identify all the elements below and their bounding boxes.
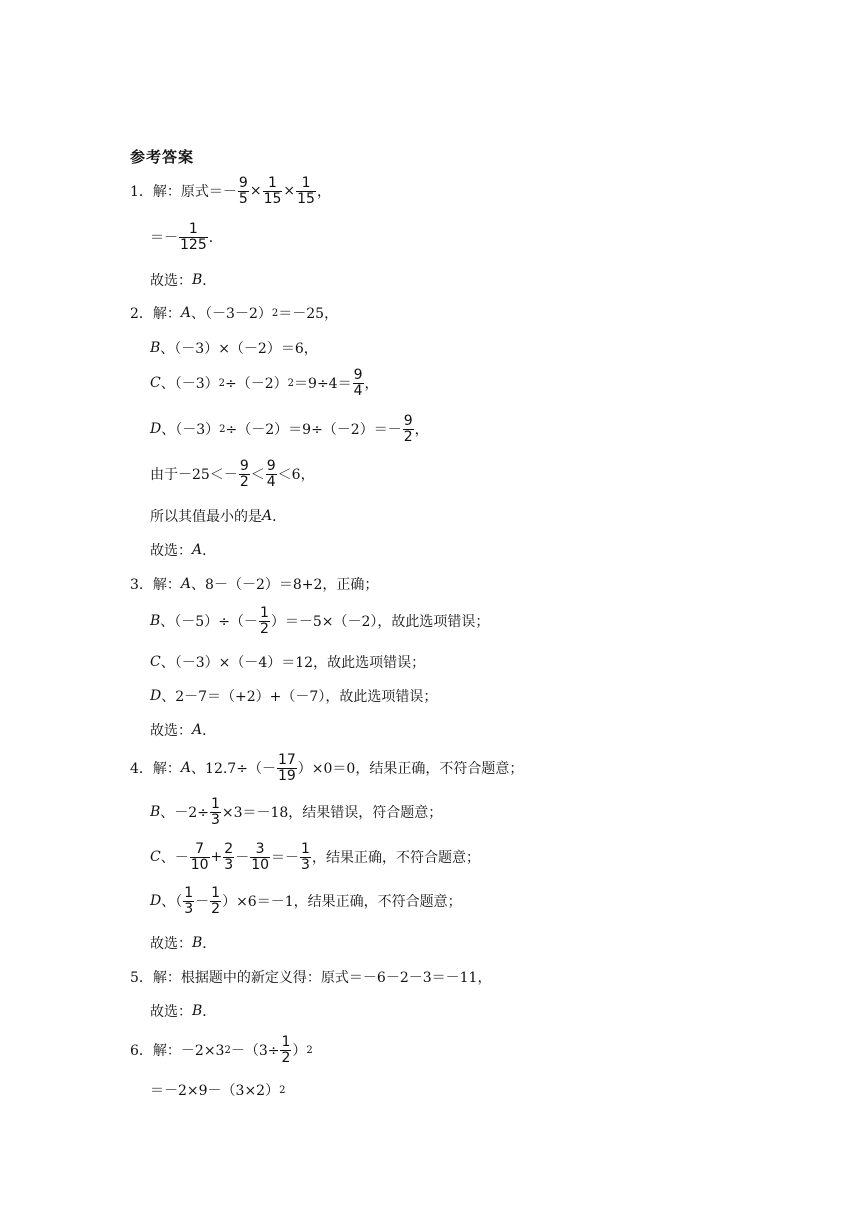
q4-line-3: C 、－ $\frac{7}{10}$ + $\frac{2}{3}$ － $\frac{3}{10}$ ＝－ $\frac{1}{3}$ ，结果正确，不符合题意； bbox=[150, 840, 480, 873]
fraction: $\frac{7}{10}$ bbox=[190, 840, 209, 873]
fraction: $\frac{3}{10}$ bbox=[251, 840, 270, 873]
fraction: $\frac{9}{2}$ bbox=[239, 457, 249, 490]
fraction: $\frac{1}{2}$ bbox=[211, 884, 221, 917]
q3-line-3: C 、（－3）×（－4）＝12，故此选项错误； bbox=[150, 654, 426, 671]
fraction: $\frac{1}{15}$ bbox=[297, 174, 315, 207]
q5-choice: 故选： B ． bbox=[150, 1003, 217, 1020]
q2-line-2: B 、（－3）×（－2）＝6， bbox=[150, 340, 318, 357]
fraction: $\frac{9}{4}$ bbox=[353, 366, 363, 399]
q6-line-2: ＝－2×9－（3×2） 2 bbox=[150, 1083, 286, 1099]
fraction: $\frac{1}{125}$ bbox=[180, 220, 207, 253]
answers-heading: 参考答案 bbox=[130, 148, 195, 166]
q4-line-1: 4．解： A 、12.7÷（－ $\frac{17}{19}$ ）×0＝0，结果正确，不符合题意； bbox=[130, 751, 524, 784]
q2-line-1: 2．解： A 、（－3－2） 2 ＝－25， bbox=[130, 305, 339, 322]
fraction: $\frac{1}{3}$ bbox=[184, 884, 194, 917]
q3-choice: 故选： A ． bbox=[150, 722, 217, 739]
fraction: $\frac{1}{2}$ bbox=[259, 604, 269, 637]
q4-choice: 故选： B ． bbox=[150, 935, 217, 952]
q2-line-3: C 、（－3） 2 ÷（－2） 2 ＝9÷4＝ $\frac{9}{4}$ ， bbox=[150, 366, 379, 399]
q5-line-1: 5．解：根据题中的新定义得：原式＝－6－2－3＝－11， bbox=[130, 970, 492, 986]
q4-line-2: B 、－2÷ $\frac{1}{3}$ ×3＝－18，结果错误，符合题意； bbox=[150, 795, 443, 828]
q4-line-4: D 、（ $\frac{1}{3}$ － $\frac{1}{2}$ ）×6＝－1，结果正确，不符合题意； bbox=[150, 884, 462, 917]
q6-line-1: 6．解：－2×3 2 －（3÷ $\frac{1}{2}$ ） 2 bbox=[130, 1033, 313, 1066]
fraction: $\frac{1}{3}$ bbox=[210, 795, 220, 828]
q1-choice: 故选： B ． bbox=[150, 272, 217, 289]
fraction: $\frac{1}{2}$ bbox=[281, 1033, 291, 1066]
q2-line-6: 所以其值最小的是 A ． bbox=[150, 508, 287, 525]
fraction: $\frac{9}{2}$ bbox=[403, 412, 413, 445]
q3-line-1: 3．解： A 、8－（－2）＝8+2，正确； bbox=[130, 576, 379, 593]
q3-line-2: B 、（－5）÷（－ $\frac{1}{2}$ ）＝－5×（－2），故此选项错误； bbox=[150, 604, 490, 637]
q2-line-4: D 、（－3） 2 ÷（－2）＝9÷（－2）＝－ $\frac{9}{2}$ ， bbox=[150, 412, 429, 445]
q3-line-4: D 、2－7＝（+2）+（－7），故此选项错误； bbox=[150, 688, 438, 705]
q2-choice: 故选： A ． bbox=[150, 542, 217, 559]
fraction: $\frac{1}{3}$ bbox=[301, 840, 310, 873]
fraction: $\frac{17}{19}$ bbox=[277, 751, 296, 784]
fraction: $\frac{1}{15}$ bbox=[263, 174, 282, 207]
q2-line-5: 由于－25＜－ $\frac{9}{2}$ ＜ $\frac{9}{4}$ ＜6， bbox=[150, 457, 315, 490]
fraction: $\frac{9}{5}$ bbox=[238, 174, 248, 207]
fraction: $\frac{9}{4}$ bbox=[266, 457, 276, 490]
q1-line-1: 1．解：原式＝－ $\frac{9}{5}$ × $\frac{1}{15}$ × $\frac{1}{15}$ ， bbox=[130, 174, 331, 207]
fraction: $\frac{2}{3}$ bbox=[224, 840, 234, 873]
q1-line-2: ＝－ $\frac{1}{125}$ ． bbox=[150, 220, 223, 253]
